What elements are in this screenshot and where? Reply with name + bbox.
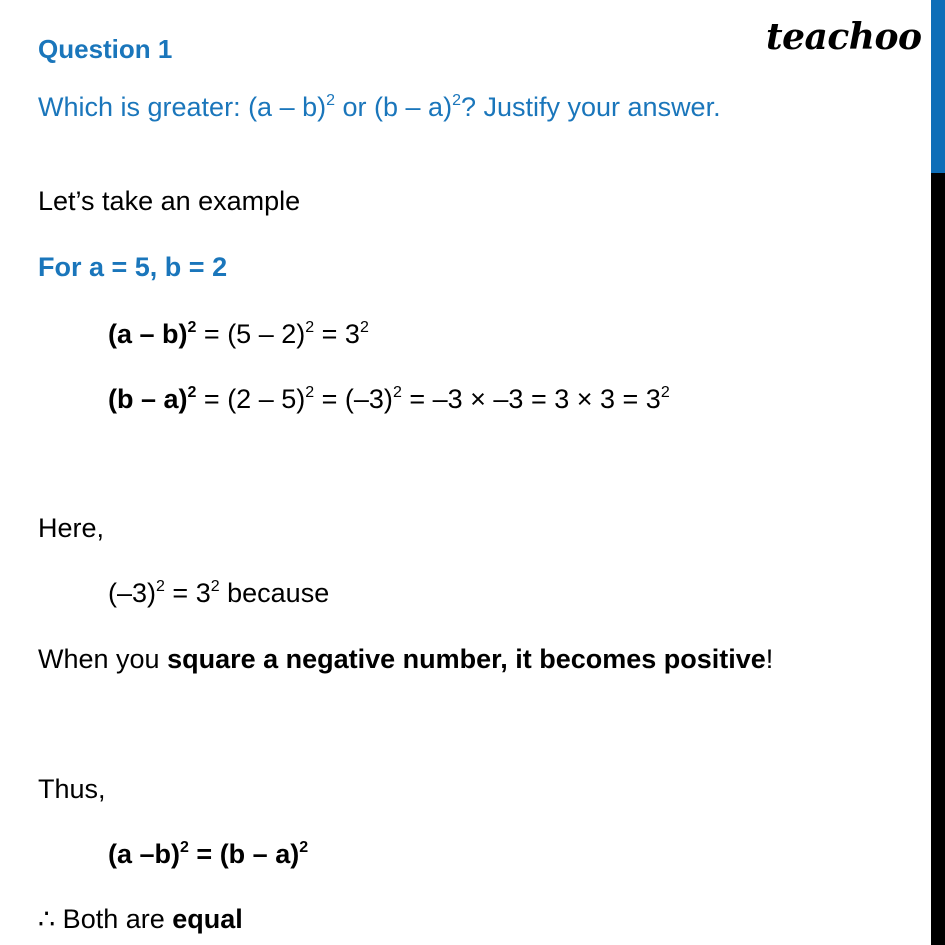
equation-b-minus-a: $(b - a)^2 = (2 - 5)^2 = (-3)^2 = -3 \times -3 = 3 \times 3 = 3^2$ — [108, 384, 670, 414]
teachoo-logo: teachoo — [766, 16, 922, 58]
question-title: Question 1 — [38, 34, 173, 64]
rule-statement: When you square a negative number, it becomes positive! — [38, 644, 774, 674]
here-label: Here, — [38, 513, 105, 543]
side-accent-bar-blue — [931, 0, 945, 173]
thus-label: Thus, — [38, 774, 106, 804]
final-equation: (a –b)$^2$ = (b – a)$^2$ — [108, 839, 309, 869]
side-accent-bar — [931, 0, 945, 945]
conclusion: ∴ Both are equal — [38, 904, 243, 934]
equation-a-minus-b: $(a - b)^2 = (5 - 2)^2 = 3^2$ — [108, 319, 369, 349]
example-heading: For a = 5, b = 2 — [38, 252, 228, 282]
because-line: $(-3)^2 = 3^2$ because — [108, 578, 330, 608]
intro-text: Let’s take an example — [38, 186, 301, 216]
question-text: Which is greater: (a – b)$^2$ or (b – a)$^2$? Justify your answer. — [38, 92, 721, 122]
